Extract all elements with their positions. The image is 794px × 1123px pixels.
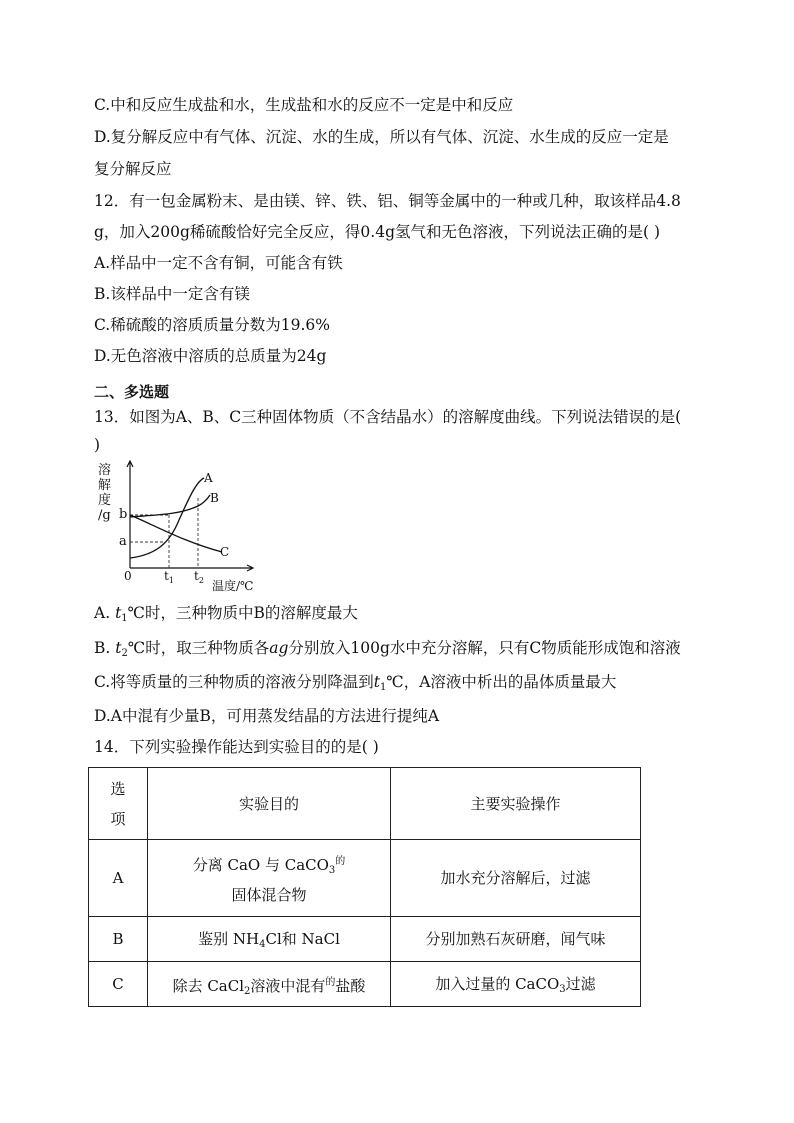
header-option-cell: 选 项 [89, 768, 148, 840]
table-row [89, 962, 641, 1007]
q13-option-a: A. $t_1℃$时，三种物质中B的溶解度最大 [94, 604, 358, 624]
q13-option-d: D.A中混有少量B，可用蒸发结晶的方法进行提纯A [94, 707, 440, 725]
q13-option-c: C.将等质量的三种物质的溶液分别降温到$t_1℃$，A溶液中析出的晶体质量最大 [94, 673, 617, 693]
row-b-goal: 鉴别 $NH_4Cl$和 NaCl [148, 917, 391, 962]
row-a-option: A [89, 840, 148, 917]
q12-stem-line2: g，加入200g稀硫酸恰好完全反应，得0.4g氢气和无色溶液，下列说法正确的是( ) [94, 223, 661, 241]
q12-option-d: D.无色溶液中溶质的总质量为24g [94, 347, 327, 365]
row-a-operation: 加水充分溶解后，过滤 [391, 840, 641, 917]
q12-option-c: C.稀硫酸的溶质质量分数为19.6% [94, 316, 330, 334]
q14-experiment-table [88, 767, 641, 1007]
header-goal-cell: 实验目的 [148, 768, 391, 840]
table-row [89, 840, 641, 917]
curve-c [130, 515, 222, 552]
row-a-goal: 分离 CaO 与 CaCO$_3^的$ 固体混合物 [148, 840, 391, 917]
x-axis-label: 温度/℃ [212, 579, 254, 592]
q12-option-b: B.该样品中一定含有镁 [94, 285, 250, 303]
origin-label: 0 [124, 569, 132, 583]
curve-a [130, 478, 204, 558]
q12-option-a: A.样品中一定不含有铜，可能含有铁 [94, 254, 343, 272]
y-axis-label-char-3: 度 [98, 493, 112, 508]
row-c-operation: 加入过量的 CaCO$_3$过滤 [391, 962, 641, 1007]
q12-stem-line1: 12．有一包金属粉末、是由镁、锌、铁、铝、铜等金属中的一种或几种，取该样品4.8 [94, 192, 681, 210]
q11-option-d-line1: D.复分解反应中有气体、沉淀、水的生成，所以有气体、沉淀、水生成的反应一定是 [94, 128, 669, 146]
row-b-option: B [89, 917, 148, 962]
q13-option-b: B. $t_2℃$时，取三种物质各ag分别放入100g水中充分溶解，只有C物质能形成饱和溶液 [94, 639, 681, 659]
curve-label-a: A [204, 471, 213, 485]
section-title-multi-choice: 二、多选题 [94, 383, 170, 401]
t1-label: $t_1$ [164, 569, 174, 585]
table-header-row [89, 768, 641, 840]
q13-stem-line2: ) [94, 436, 101, 454]
q14-stem: 14．下列实验操作能达到实验目的的是( ) [94, 738, 379, 756]
q11-option-d-line2: 复分解反应 [94, 160, 172, 178]
q11-option-c: C.中和反应生成盐和水，生成盐和水的反应不一定是中和反应 [94, 96, 514, 114]
t2-label: $t_2$ [194, 569, 204, 585]
table-row [89, 917, 641, 962]
row-c-goal: 除去 CaCl$_2$溶液中混有$^的$盐酸 [148, 962, 391, 1007]
header-operation-cell: 主要实验操作 [391, 768, 641, 840]
q13-stem-line1: 13．如图为A、B、C三种固体物质（不含结晶水）的溶解度曲线。下列说法错误的是( [94, 408, 682, 426]
tick-label-a: a [119, 534, 127, 549]
y-axis-label-char-1: 溶 [98, 463, 112, 478]
y-axis-label-char-2: 解 [98, 478, 112, 493]
curve-label-c: C [220, 545, 230, 559]
y-axis-label-char-4: /g [98, 508, 111, 523]
solubility-curve-figure [94, 460, 264, 592]
row-b-operation: 分别加熟石灰研磨，闻气味 [391, 917, 641, 962]
curve-label-b: B [210, 491, 219, 505]
row-c-option: C [89, 962, 148, 1007]
tick-label-b: b [119, 507, 128, 522]
